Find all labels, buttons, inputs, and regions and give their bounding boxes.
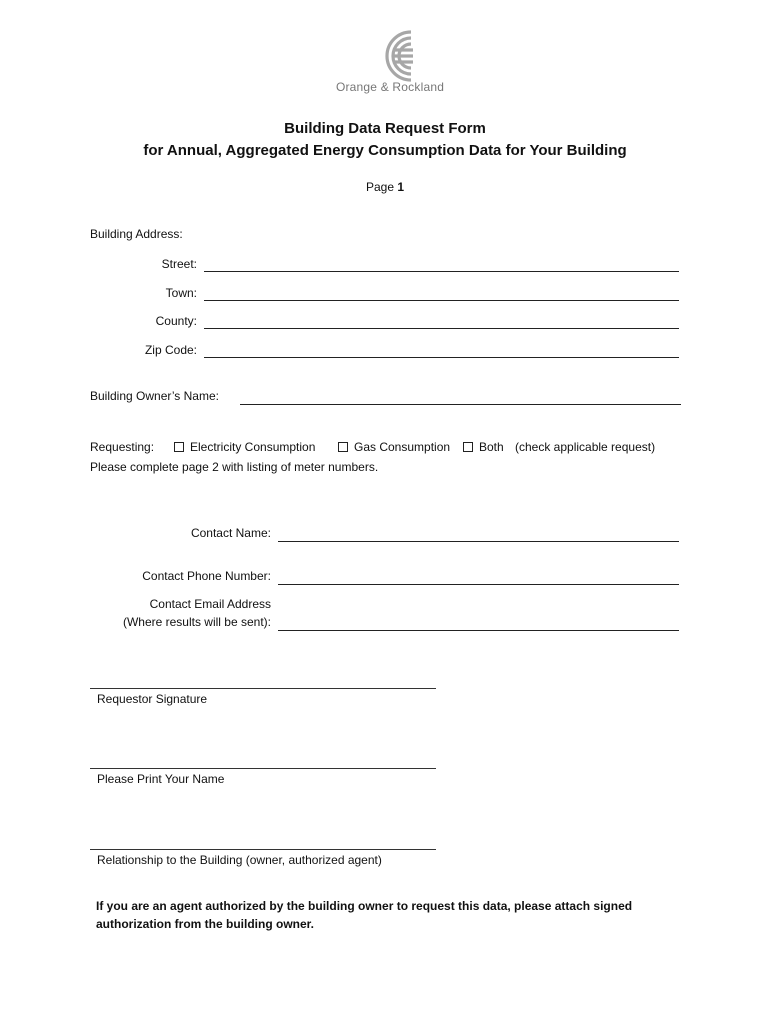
building-address-label: Building Address: xyxy=(90,227,183,241)
zip-code-label: Zip Code: xyxy=(144,343,197,357)
form-subtitle: for Annual, Aggregated Energy Consumption Data for Your Building xyxy=(143,142,627,159)
relationship-label: Relationship to the Building (owner, authorized agent) xyxy=(97,853,382,867)
relationship-line[interactable] xyxy=(90,849,436,850)
contact-name-field[interactable] xyxy=(278,541,679,542)
page-prefix: Page xyxy=(365,180,398,194)
electricity-checkbox[interactable] xyxy=(174,442,184,452)
page-number: 1 xyxy=(397,180,405,194)
signature-line[interactable] xyxy=(90,688,436,689)
contact-name-label: Contact Name: xyxy=(190,526,271,540)
form-title: Building Data Request Form xyxy=(284,120,486,137)
both-checkbox[interactable] xyxy=(463,442,473,452)
owner-name-label: Building Owner’s Name: xyxy=(90,389,219,403)
option-electricity[interactable] xyxy=(174,440,315,454)
logo-text: Orange & Rockland xyxy=(335,80,445,94)
contact-email-label: Contact Email Address xyxy=(149,597,271,611)
meter-instructions: Please complete page 2 with listing of meter numbers. xyxy=(90,460,379,474)
authorization-note: If you are an agent authorized by the building owner to request this data, please attach signed authorization from the building owner. xyxy=(96,899,633,931)
town-label: Town: xyxy=(165,286,197,300)
print-name-label: Please Print Your Name xyxy=(97,772,225,786)
county-label: County: xyxy=(155,314,197,328)
owner-name-field[interactable] xyxy=(240,404,681,405)
option-both[interactable] xyxy=(463,440,504,454)
requesting-label: Requesting: xyxy=(90,440,155,454)
town-field[interactable] xyxy=(204,300,679,301)
logo-mark-icon xyxy=(355,26,445,86)
print-name-line[interactable] xyxy=(90,768,436,769)
check-applicable-note: (check applicable request) xyxy=(515,440,656,454)
page-indicator xyxy=(0,180,770,194)
contact-email-sublabel: (Where results will be sent): xyxy=(122,615,271,629)
signature-label: Requestor Signature xyxy=(97,692,208,706)
gas-label: Gas Consumption xyxy=(354,440,451,454)
electricity-label: Electricity Consumption xyxy=(190,440,316,454)
both-label: Both xyxy=(479,440,504,454)
street-field[interactable] xyxy=(204,271,679,272)
county-field[interactable] xyxy=(204,328,679,329)
zip-code-field[interactable] xyxy=(204,357,679,358)
street-label: Street: xyxy=(161,257,197,271)
contact-phone-field[interactable] xyxy=(278,584,679,585)
contact-phone-label: Contact Phone Number: xyxy=(142,569,271,583)
gas-checkbox[interactable] xyxy=(338,442,348,452)
option-gas[interactable] xyxy=(338,440,450,454)
contact-email-field[interactable] xyxy=(278,630,679,631)
